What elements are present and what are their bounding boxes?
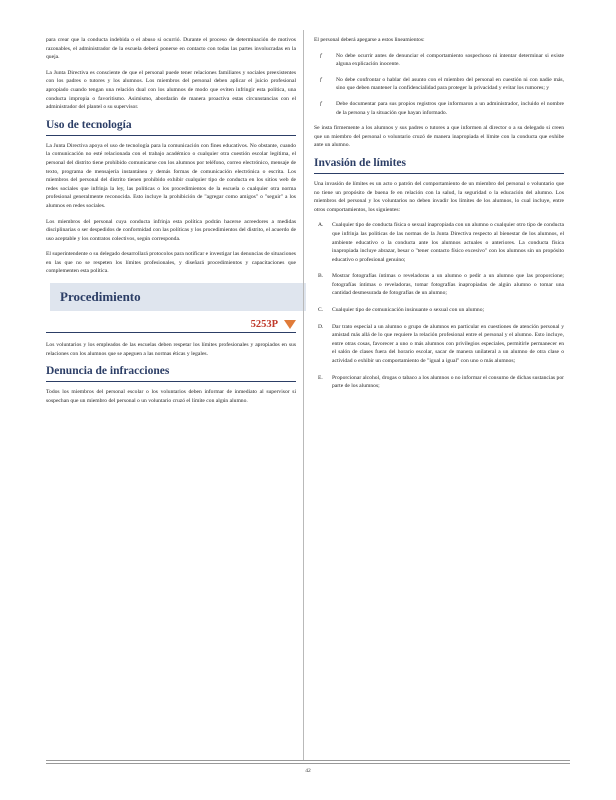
left-column	[46, 36, 296, 412]
list-item	[314, 272, 564, 298]
paragraph: para crear que la conducta indebida o el abuso si ocurrió. Durante el proceso de determinación de motivos razonables, el administrador de la escuela deberá ponerse en contacto con todas las partes involucradas en la queja.	[46, 37, 296, 61]
list-item	[314, 306, 564, 315]
procedure-heading: Procedimiento	[60, 289, 141, 305]
list-item-text: Proporcionar alcohol, drogas o tabaco a los alumnos o no informar el consumo de dichas sustancias por parte de los alumnos;	[332, 374, 564, 390]
list-item	[314, 100, 564, 117]
page-number: 42	[305, 768, 311, 774]
section-heading-denuncia: Denuncia de infracciones	[46, 365, 170, 378]
footer-rule	[46, 763, 570, 764]
list-item-text: No debe ocurrir antes de denunciar el comportamiento sospechoso ni intentar determinar si existe alguna explicación inocente.	[336, 52, 564, 68]
list-item-text: Cualquier tipo de conducta física o sexual inapropiada con un alumno o cualquier otro tipo de conducta que infrinja las políticas de las normas de la Junta Directiva respecto al bienestar de los alumnos, el ambiente educativo o la conducta ante los alumnos actuales o anteriores. La conducta física inapropiada incluye abrazar, besar o "tener contacto físico excesivo" con los alumnos sin un propósito educativo o profesional genuino;	[332, 222, 564, 263]
list-marker: C.	[318, 307, 324, 314]
paragraph: La Junta Directiva apoya el uso de tecnología para la comunicación con fines educativos. No obstante, cuando la comunicación no esté relacionada con el trabajo académico o cualquier otra cuestión escolar legítima, el personal del distrito tiene prohibido comunicarse con los alumnos por teléfono, correo electrónico, mensaje de texto, programa de mensajería instantánea y demás formas de comunicación electrónica o escrita. Los miembros del personal del distrito tienen prohibido exhibir cualquier tipo de conducta en los sitios web de redes sociales que infrinja la ley, las políticas o los procedimientos de la escuela o cualquier otra norma profesional generalmente reconocida. Esto incluye la prohibición de "agregar como amigos" o "seguir" a los alumnos en redes sociales.	[46, 142, 296, 209]
code-rule	[46, 332, 296, 333]
list-item	[314, 323, 564, 366]
triangle-marker-icon	[284, 320, 296, 329]
boundary-list	[314, 221, 564, 391]
list-item-text: Dar trato especial a un alumno o grupo de alumnos en particular en cuestiones de atención personal y amistad más allá de lo que requiere la relación profesional entre el personal y el alumno. Esto incluye, entre otras cosas, favorecer a uno o más alumnos con privilegios especiales, permitirle permanecer en el salón de clases fuera del horario escolar, sacar de manera unilateral a un alumno de otra clase o actividad o exhibir un comportamiento de "igual a igual" con uno o más alumnos;	[332, 323, 564, 365]
paragraph: Se insta firmemente a los alumnos y sus padres o tutores a que informen al director o a su delegado si creen que un miembro del personal o voluntario cruzó de manera inapropiada el límite con la conducta que exhibe ante un alumno.	[314, 125, 564, 149]
list-item	[314, 52, 564, 69]
section-heading-tecnologia: Uso de tecnología	[46, 118, 132, 131]
policy-code: 5253P	[250, 319, 278, 331]
right-column	[314, 36, 564, 399]
paragraph: Una invasión de límites es un acto o patrón del comportamiento de un miembro del personal o voluntario que no tiene un propósito de buena fe en relación con la salud, la seguridad o la educación del alumno. Los miembros del personal y los voluntarios no deben invadir los límites de los alumnos, lo cual incluye, entre otros comportamientos, los siguientes:	[314, 180, 564, 213]
list-item	[314, 374, 564, 391]
paragraph: Todos los miembros del personal escolar o los voluntarios deben informar de inmediato al supervisor si sospechan que un miembro del personal o un voluntario cruzó el límite con algún alumno.	[46, 389, 296, 404]
heading-rule	[314, 173, 564, 174]
bullet-marker: f	[320, 100, 322, 107]
list-item-text: No debe confrontar o hablar del asunto con el miembro del personal en cuestión ni con nadie más, sino que deben mantener la confidencialidad para proteger la privacidad y evitar los rumores; y	[336, 76, 564, 92]
paragraph: El personal deberá apegarse a estos lineamientos:	[314, 37, 425, 43]
paragraph: La Junta Directiva es consciente de que el personal puede tener relaciones familiares y sociales preexistentes con los padres o tutores y los alumnos. Los miembros del personal deben aplicar el juicio profesional apropiado cuando tengan una relación dual con los alumnos de modo que eviten infringir esta política, una conducta impropia o favoritismo. Asimismo, abordarán de manera proactiva estas circunstancias con el administrador del plantel o su supervisor.	[46, 69, 296, 111]
paragraph: Los voluntarios y los empleados de las escuelas deben respetar los límites profesionales y apropiados en sus relaciones con los alumnos que se apeguen a las normas éticas y legales.	[46, 342, 296, 357]
section-heading-invasion: Invasión de límites	[314, 156, 407, 169]
list-item-text: Mostrar fotografías íntimas o reveladoras a un alumno o pedir a un alumno que las proporcione; fotografías íntimas o reveladoras, tomar fotografías inapropiadas de algún alumno o tomar una cantidad desmesurada de fotografías de un alumno;	[332, 273, 564, 297]
footer-rule	[46, 760, 570, 761]
paragraph: El superintendente o su delegado desarrollará protocolos para notificar e investigar las denuncias de situaciones en las que no se respeten los límites profesionales, y diseñará procedimientos y capacitaciones que complementen esta política.	[46, 251, 296, 275]
heading-rule	[46, 381, 296, 382]
page-footer	[46, 760, 570, 774]
bullet-marker: f	[320, 76, 322, 83]
bullet-marker: f	[320, 52, 322, 59]
heading-rule	[46, 135, 296, 136]
guideline-list	[314, 52, 564, 118]
list-item	[314, 76, 564, 93]
policy-code-row	[46, 319, 296, 330]
list-marker: D.	[318, 323, 324, 330]
paragraph: Los miembros del personal cuya conducta infrinja esta política podrán hacerse acreedores a medidas disciplinarias o ser despedidos de conformidad con las políticas y los procedimientos del distrito, el acuerdo de uso aceptable y los contratos colectivos, según corresponda.	[46, 218, 296, 242]
list-marker: B.	[318, 273, 324, 280]
list-item	[314, 221, 564, 264]
list-item-text: Debe documentar para sus propios registros que informaron a un administrador, incluido el nombre de la persona y la situación que hayan informado.	[336, 100, 564, 116]
procedure-banner	[50, 283, 306, 311]
list-marker: A.	[318, 222, 324, 229]
list-marker: E.	[318, 374, 323, 381]
column-divider	[303, 30, 304, 760]
list-item-text: Cualquier tipo de comunicación insinuante o sexual con un alumno;	[332, 307, 485, 314]
